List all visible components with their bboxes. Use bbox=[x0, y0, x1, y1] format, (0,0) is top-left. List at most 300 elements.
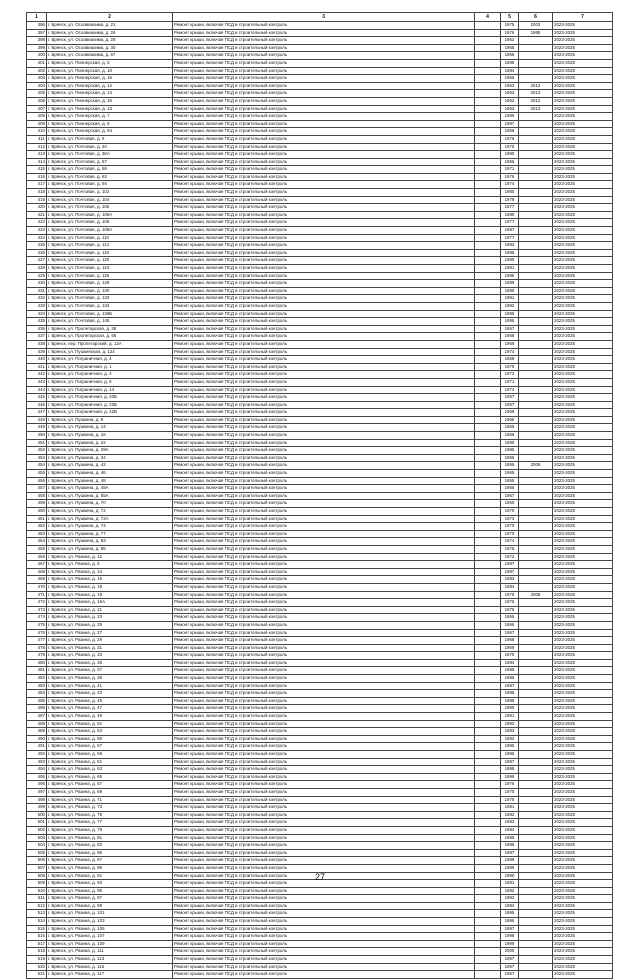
table-row bbox=[27, 697, 613, 705]
table-cell bbox=[475, 728, 501, 736]
table-cell bbox=[475, 561, 501, 569]
table-cell: 400 bbox=[27, 52, 47, 60]
table-cell: 486 bbox=[27, 705, 47, 713]
table-cell: г. Брянск, ул. Пограничная, д. 1 bbox=[47, 363, 173, 371]
table-row bbox=[27, 234, 613, 242]
table-cell bbox=[519, 158, 553, 166]
table-cell: 493 bbox=[27, 758, 47, 766]
table-cell: г. Брянск, ул. Разина, д. 73 bbox=[47, 804, 173, 812]
table-cell: г. Брянск, ул. Пушкина, д. 85 bbox=[47, 545, 173, 553]
table-cell bbox=[519, 189, 553, 197]
table-cell: 441 bbox=[27, 363, 47, 371]
table-cell bbox=[519, 781, 553, 789]
table-cell: 1965 bbox=[501, 470, 519, 478]
table-cell: 433 bbox=[27, 302, 47, 310]
table-cell: г. Брянск, ул. Разина, д. 117 bbox=[47, 971, 173, 979]
table-cell: 473 bbox=[27, 606, 47, 614]
table-cell: 1957 bbox=[501, 401, 519, 409]
table-cell: Ремонт крыши, включая ПСД и строительный контроль bbox=[173, 880, 475, 888]
table-cell: Ремонт крыши, включая ПСД и строительный контроль bbox=[173, 75, 475, 83]
table-cell: г. Брянск, ул. Разина, д. 45 bbox=[47, 697, 173, 705]
table-cell: г. Брянск, ул. Почтовая, д. 120 bbox=[47, 257, 173, 265]
header-cell: 4 bbox=[475, 13, 501, 22]
table-cell bbox=[475, 576, 501, 584]
table-row bbox=[27, 864, 613, 872]
table-cell bbox=[519, 394, 553, 402]
table-cell: 397 bbox=[27, 29, 47, 37]
table-cell bbox=[519, 728, 553, 736]
table-cell: 2023-2025 bbox=[553, 690, 613, 698]
table-cell: 1966 bbox=[501, 621, 519, 629]
table-cell: Ремонт крыши, включая ПСД и строительный контроль bbox=[173, 272, 475, 280]
table-cell bbox=[475, 713, 501, 721]
table-row bbox=[27, 120, 613, 128]
table-cell bbox=[475, 257, 501, 265]
table-cell: Ремонт крыши, включая ПСД и строительный контроль bbox=[173, 538, 475, 546]
table-cell bbox=[475, 196, 501, 204]
table-cell bbox=[475, 644, 501, 652]
table-cell: 1970 bbox=[501, 788, 519, 796]
table-cell: 521 bbox=[27, 971, 47, 979]
table-cell bbox=[519, 811, 553, 819]
table-row bbox=[27, 90, 613, 98]
table-cell: 482 bbox=[27, 675, 47, 683]
table-row bbox=[27, 67, 613, 75]
table-cell: 396 bbox=[27, 22, 47, 30]
table-cell: г. Брянск, ул. Пушкина, д. 70 bbox=[47, 500, 173, 508]
table-row bbox=[27, 713, 613, 721]
table-cell: 2023-2025 bbox=[553, 637, 613, 645]
table-cell bbox=[519, 553, 553, 561]
table-cell: Ремонт крыши, включая ПСД и строительный контроль bbox=[173, 189, 475, 197]
table-cell: 427 bbox=[27, 257, 47, 265]
table-cell: 483 bbox=[27, 682, 47, 690]
table-cell: г. Брянск, ул. Почтовая, д. 102 bbox=[47, 189, 173, 197]
table-cell: 2023-2025 bbox=[553, 720, 613, 728]
table-cell bbox=[519, 910, 553, 918]
table-row bbox=[27, 561, 613, 569]
table-cell: Ремонт крыши, включая ПСД и строительный контроль bbox=[173, 128, 475, 136]
table-cell: г. Брянск, ул. Разина, д. 79 bbox=[47, 826, 173, 834]
table-cell: Ремонт крыши, включая ПСД и строительный контроль bbox=[173, 59, 475, 67]
table-cell: 434 bbox=[27, 310, 47, 318]
table-row bbox=[27, 386, 613, 394]
table-cell: г. Брянск, ул. Почтовая, д. 106 bbox=[47, 204, 173, 212]
table-cell: 1975 bbox=[501, 796, 519, 804]
table-cell: г. Брянск, ул. Разина, д. 77 bbox=[47, 819, 173, 827]
table-cell: 2023-2025 bbox=[553, 113, 613, 121]
table-cell: 2023-2025 bbox=[553, 128, 613, 136]
table-cell: 2023-2025 bbox=[553, 492, 613, 500]
table-row bbox=[27, 265, 613, 273]
table-cell: 2023-2025 bbox=[553, 857, 613, 865]
table-cell bbox=[475, 204, 501, 212]
table-cell bbox=[475, 485, 501, 493]
table-cell: г. Брянск, ул. Разина, д. 21 bbox=[47, 606, 173, 614]
table-row bbox=[27, 401, 613, 409]
table-cell: Ремонт крыши, включая ПСД и строительный контроль bbox=[173, 758, 475, 766]
table-cell bbox=[475, 166, 501, 174]
table-cell bbox=[519, 652, 553, 660]
table-cell bbox=[519, 751, 553, 759]
table-cell: Ремонт крыши, включая ПСД и строительный контроль bbox=[173, 120, 475, 128]
table-cell: 402 bbox=[27, 67, 47, 75]
table-cell: 456 bbox=[27, 477, 47, 485]
table-cell: 516 bbox=[27, 933, 47, 941]
table-row bbox=[27, 523, 613, 531]
table-cell: 2023-2025 bbox=[553, 22, 613, 30]
table-cell: 420 bbox=[27, 204, 47, 212]
table-cell bbox=[519, 128, 553, 136]
table-cell: 2023-2025 bbox=[553, 880, 613, 888]
table-cell: 2023-2025 bbox=[553, 302, 613, 310]
table-cell bbox=[475, 158, 501, 166]
table-cell: 1987 bbox=[501, 561, 519, 569]
table-cell: Ремонт крыши, включая ПСД и строительный контроль bbox=[173, 857, 475, 865]
table-cell: 474 bbox=[27, 614, 47, 622]
table-cell bbox=[475, 515, 501, 523]
table-cell: 423 bbox=[27, 227, 47, 235]
table-cell bbox=[475, 925, 501, 933]
table-cell: 2023-2025 bbox=[553, 621, 613, 629]
table-cell bbox=[475, 804, 501, 812]
table-cell: г. Брянск, ул. Разина, д. 113 bbox=[47, 956, 173, 964]
table-cell: Ремонт крыши, включая ПСД и строительный контроль bbox=[173, 766, 475, 774]
table-cell: 1988 bbox=[501, 249, 519, 257]
table-cell bbox=[519, 826, 553, 834]
table-cell: 489 bbox=[27, 728, 47, 736]
table-cell: 2023-2025 bbox=[553, 166, 613, 174]
table-cell bbox=[519, 333, 553, 341]
table-cell bbox=[519, 310, 553, 318]
table-cell: 409 bbox=[27, 120, 47, 128]
table-cell: Ремонт крыши, включая ПСД и строительный контроль bbox=[173, 545, 475, 553]
table-row bbox=[27, 545, 613, 553]
table-cell: 418 bbox=[27, 189, 47, 197]
table-cell bbox=[475, 356, 501, 364]
table-cell bbox=[475, 287, 501, 295]
table-cell bbox=[475, 963, 501, 971]
table-cell: 502 bbox=[27, 826, 47, 834]
table-cell: г. Брянск, ул. Разина, д. 23 bbox=[47, 614, 173, 622]
table-cell: Ремонт крыши, включая ПСД и строительный контроль bbox=[173, 295, 475, 303]
table-cell bbox=[519, 804, 553, 812]
table-cell: г. Брянск, ул. Разина, д. 107 bbox=[47, 933, 173, 941]
table-row bbox=[27, 356, 613, 364]
table-row bbox=[27, 857, 613, 865]
table-cell: Ремонт крыши, включая ПСД и строительный контроль bbox=[173, 583, 475, 591]
table-cell: 478 bbox=[27, 644, 47, 652]
table-cell: 481 bbox=[27, 667, 47, 675]
table-cell: г. Брянск, ул. Разина, д. 89 bbox=[47, 864, 173, 872]
table-cell: Ремонт крыши, включая ПСД и строительный контроль bbox=[173, 826, 475, 834]
table-cell bbox=[519, 378, 553, 386]
table-cell bbox=[519, 59, 553, 67]
table-cell: г. Брянск, ул. Пионерская, д. 14 bbox=[47, 90, 173, 98]
table-cell: 490 bbox=[27, 735, 47, 743]
table-cell: 1985 bbox=[501, 113, 519, 121]
table-cell bbox=[475, 22, 501, 30]
table-cell bbox=[475, 454, 501, 462]
table-cell: 520 bbox=[27, 963, 47, 971]
table-cell: г. Брянск, ул. Разина, д. 37 bbox=[47, 667, 173, 675]
table-cell: Ремонт крыши, включая ПСД и строительный контроль bbox=[173, 432, 475, 440]
table-cell bbox=[475, 758, 501, 766]
table-row bbox=[27, 849, 613, 857]
table-cell: 506 bbox=[27, 857, 47, 865]
table-cell: г. Брянск, ул. Осоавиахима, д. 28 bbox=[47, 37, 173, 45]
table-cell: 1985 bbox=[501, 667, 519, 675]
table-cell bbox=[475, 128, 501, 136]
table-cell bbox=[519, 918, 553, 926]
table-cell bbox=[475, 105, 501, 113]
register-sheet bbox=[26, 12, 612, 979]
table-cell: Ремонт крыши, включая ПСД и строительный контроль bbox=[173, 515, 475, 523]
table-cell: Ремонт крыши, включая ПСД и строительный контроль bbox=[173, 599, 475, 607]
table-cell: 1989 bbox=[501, 864, 519, 872]
table-row bbox=[27, 599, 613, 607]
table-cell: Ремонт крыши, включая ПСД и строительный контроль bbox=[173, 477, 475, 485]
table-cell: Ремонт крыши, включая ПСД и строительный контроль bbox=[173, 82, 475, 90]
table-row bbox=[27, 416, 613, 424]
table-cell: 2023-2025 bbox=[553, 629, 613, 637]
table-cell bbox=[519, 940, 553, 948]
table-cell bbox=[519, 485, 553, 493]
table-cell bbox=[475, 849, 501, 857]
header-cell: 6 bbox=[519, 13, 553, 22]
table-row bbox=[27, 492, 613, 500]
table-cell: 438 bbox=[27, 340, 47, 348]
table-cell bbox=[519, 773, 553, 781]
table-cell: г. Брянск, ул. Разина, д. 18 bbox=[47, 583, 173, 591]
table-cell: 2023-2025 bbox=[553, 287, 613, 295]
table-cell: 505 bbox=[27, 849, 47, 857]
table-row bbox=[27, 44, 613, 52]
table-cell bbox=[519, 477, 553, 485]
table-cell: 2023-2025 bbox=[553, 52, 613, 60]
table-cell: 1965 bbox=[501, 614, 519, 622]
table-cell: 496 bbox=[27, 781, 47, 789]
table-cell bbox=[475, 682, 501, 690]
table-row bbox=[27, 515, 613, 523]
table-cell: 1979 bbox=[501, 196, 519, 204]
table-cell: г. Брянск, ул. Почтовая, д. 34 bbox=[47, 143, 173, 151]
table-cell: г. Брянск, ул. Разина, д. 67 bbox=[47, 781, 173, 789]
table-cell: 2023-2025 bbox=[553, 280, 613, 288]
table-cell: Ремонт крыши, включая ПСД и строительный контроль bbox=[173, 242, 475, 250]
table-cell bbox=[519, 340, 553, 348]
table-cell bbox=[475, 249, 501, 257]
table-cell: 1981 bbox=[501, 265, 519, 273]
table-cell bbox=[475, 948, 501, 956]
table-cell: Ремонт крыши, включая ПСД и строительный контроль bbox=[173, 940, 475, 948]
table-cell: 1976 bbox=[501, 135, 519, 143]
table-cell: 1972 bbox=[501, 553, 519, 561]
table-cell: 2023-2025 bbox=[553, 454, 613, 462]
table-cell: 2023-2025 bbox=[553, 477, 613, 485]
table-cell: 2023-2025 bbox=[553, 90, 613, 98]
table-cell: 429 bbox=[27, 272, 47, 280]
table-cell: 1992 bbox=[501, 302, 519, 310]
table-cell bbox=[519, 287, 553, 295]
table-cell: 1980 bbox=[501, 257, 519, 265]
table-cell: г. Брянск, ул. Пограничная, д. 2 bbox=[47, 371, 173, 379]
table-cell: 2023-2025 bbox=[553, 956, 613, 964]
table-cell: Ремонт крыши, включая ПСД и строительный контроль bbox=[173, 925, 475, 933]
table-cell: Ремонт крыши, включая ПСД и строительный контроль bbox=[173, 659, 475, 667]
table-cell bbox=[475, 819, 501, 827]
table-cell: г. Брянск, ул. Почтовая, д. 128 bbox=[47, 280, 173, 288]
table-cell: Ремонт крыши, включая ПСД и строительный контроль bbox=[173, 606, 475, 614]
table-cell: 1983 bbox=[501, 576, 519, 584]
table-cell: 2023-2025 bbox=[553, 545, 613, 553]
table-cell bbox=[519, 386, 553, 394]
table-cell: г. Брянск, ул. Разина, д. 29 bbox=[47, 637, 173, 645]
table-cell bbox=[475, 545, 501, 553]
table-cell: 1962 bbox=[501, 37, 519, 45]
table-cell: г. Брянск, ул. Разина, д. 55 bbox=[47, 735, 173, 743]
table-cell: 1970 bbox=[501, 652, 519, 660]
table-cell bbox=[519, 583, 553, 591]
table-cell: 1969 bbox=[501, 644, 519, 652]
table-cell: 2023-2025 bbox=[553, 918, 613, 926]
table-row bbox=[27, 819, 613, 827]
table-cell: г. Брянск, ул. Почтовая, д. 124 bbox=[47, 265, 173, 273]
table-cell: Ремонт крыши, включая ПСД и строительный контроль bbox=[173, 257, 475, 265]
table-cell: 428 bbox=[27, 265, 47, 273]
table-cell: г. Брянск, ул. Разина, д. 25 bbox=[47, 621, 173, 629]
table-row bbox=[27, 925, 613, 933]
table-cell: 1990 bbox=[501, 705, 519, 713]
table-cell: г. Брянск, ул. Пушкина, д. 48А bbox=[47, 485, 173, 493]
table-cell: Ремонт крыши, включая ПСД и строительный контроль bbox=[173, 796, 475, 804]
table-row bbox=[27, 211, 613, 219]
table-cell: г. Брянск, ул. Почтовая, д. 126 bbox=[47, 272, 173, 280]
table-cell: 498 bbox=[27, 796, 47, 804]
table-cell: 2023-2025 bbox=[553, 158, 613, 166]
table-cell: Ремонт крыши, включая ПСД и строительный контроль bbox=[173, 470, 475, 478]
table-cell bbox=[519, 272, 553, 280]
table-cell: 2023-2025 bbox=[553, 242, 613, 250]
table-cell: 2023-2025 bbox=[553, 333, 613, 341]
table-cell: Ремонт крыши, включая ПСД и строительный контроль bbox=[173, 682, 475, 690]
table-cell: 2023-2025 bbox=[553, 614, 613, 622]
table-cell bbox=[475, 416, 501, 424]
table-row bbox=[27, 432, 613, 440]
table-cell bbox=[475, 553, 501, 561]
table-row bbox=[27, 583, 613, 591]
table-cell: г. Брянск, ул. Пионерская, д. 10 bbox=[47, 67, 173, 75]
table-cell: 511 bbox=[27, 895, 47, 903]
table-cell: 435 bbox=[27, 318, 47, 326]
table-cell: 2023-2025 bbox=[553, 447, 613, 455]
table-cell: 1986 bbox=[501, 842, 519, 850]
table-cell: 514 bbox=[27, 918, 47, 926]
table-cell: 1957 bbox=[501, 963, 519, 971]
table-cell: 430 bbox=[27, 280, 47, 288]
table-cell: 2023-2025 bbox=[553, 462, 613, 470]
table-cell: Ремонт крыши, включая ПСД и строительный контроль bbox=[173, 637, 475, 645]
table-body bbox=[27, 22, 613, 979]
table-cell: 2023-2025 bbox=[553, 508, 613, 516]
table-cell: г. Брянск, ул. Разина, д. 83 bbox=[47, 842, 173, 850]
table-row bbox=[27, 477, 613, 485]
table-cell: 468 bbox=[27, 568, 47, 576]
table-cell bbox=[475, 902, 501, 910]
table-cell: 2023-2025 bbox=[553, 872, 613, 880]
header-cell: 7 bbox=[553, 13, 613, 22]
table-cell: Ремонт крыши, включая ПСД и строительный контроль bbox=[173, 713, 475, 721]
table-cell: 1997 bbox=[501, 925, 519, 933]
table-cell: Ремонт крыши, включая ПСД и строительный контроль bbox=[173, 819, 475, 827]
table-cell: 1990 bbox=[501, 439, 519, 447]
table-cell bbox=[475, 781, 501, 789]
header-cell: 5 bbox=[501, 13, 519, 22]
table-row bbox=[27, 667, 613, 675]
table-cell: г. Брянск, ул. Пограничная, д. 22Б bbox=[47, 401, 173, 409]
table-cell: 2023-2025 bbox=[553, 849, 613, 857]
table-cell bbox=[519, 196, 553, 204]
table-cell: Ремонт крыши, включая ПСД и строительный контроль bbox=[173, 530, 475, 538]
table-cell bbox=[519, 637, 553, 645]
table-cell: г. Брянск, ул. Почтовая, д. 132 bbox=[47, 295, 173, 303]
table-cell bbox=[475, 219, 501, 227]
table-cell: Ремонт крыши, включая ПСД и строительный контроль bbox=[173, 401, 475, 409]
table-cell: 1979 bbox=[501, 363, 519, 371]
table-row bbox=[27, 75, 613, 83]
table-cell: Ремонт крыши, включая ПСД и строительный контроль bbox=[173, 90, 475, 98]
table-row bbox=[27, 196, 613, 204]
table-row bbox=[27, 933, 613, 941]
table-cell: 2023-2025 bbox=[553, 591, 613, 599]
table-cell: г. Брянск, ул. Пушкина, д. 74 bbox=[47, 523, 173, 531]
table-row bbox=[27, 128, 613, 136]
table-cell bbox=[519, 530, 553, 538]
table-cell: г. Брянск, ул. Пушкина, д. 48 bbox=[47, 477, 173, 485]
table-cell bbox=[519, 735, 553, 743]
table-cell bbox=[519, 424, 553, 432]
table-cell: 2023-2025 bbox=[553, 340, 613, 348]
table-cell: Ремонт крыши, включая ПСД и строительный контроль bbox=[173, 356, 475, 364]
table-cell bbox=[519, 325, 553, 333]
table-cell: г. Брянск, ул. Осоавиахима, д. 21 bbox=[47, 22, 173, 30]
table-cell: 2023-2025 bbox=[553, 963, 613, 971]
table-cell: 1995 bbox=[501, 310, 519, 318]
table-cell: 2023-2025 bbox=[553, 401, 613, 409]
table-row bbox=[27, 340, 613, 348]
table-cell: 1997 bbox=[501, 758, 519, 766]
table-cell: 2023-2025 bbox=[553, 295, 613, 303]
table-cell bbox=[519, 515, 553, 523]
table-cell: 510 bbox=[27, 887, 47, 895]
table-cell: 1981 bbox=[501, 804, 519, 812]
table-row bbox=[27, 621, 613, 629]
table-cell: 408 bbox=[27, 113, 47, 121]
table-cell: 2023-2025 bbox=[553, 773, 613, 781]
table-cell: 2023-2025 bbox=[553, 204, 613, 212]
table-cell bbox=[519, 675, 553, 683]
table-cell: 2023-2025 bbox=[553, 29, 613, 37]
table-cell: Ремонт крыши, включая ПСД и строительный контроль bbox=[173, 227, 475, 235]
table-cell bbox=[519, 454, 553, 462]
table-cell: 452 bbox=[27, 447, 47, 455]
table-row bbox=[27, 804, 613, 812]
table-cell: г. Брянск, ул. Почтовая, д. 104 bbox=[47, 196, 173, 204]
table-cell: 1984 bbox=[501, 826, 519, 834]
table-row bbox=[27, 173, 613, 181]
table-cell: 2023-2025 bbox=[553, 758, 613, 766]
table-cell: Ремонт крыши, включая ПСД и строительный контроль bbox=[173, 690, 475, 698]
